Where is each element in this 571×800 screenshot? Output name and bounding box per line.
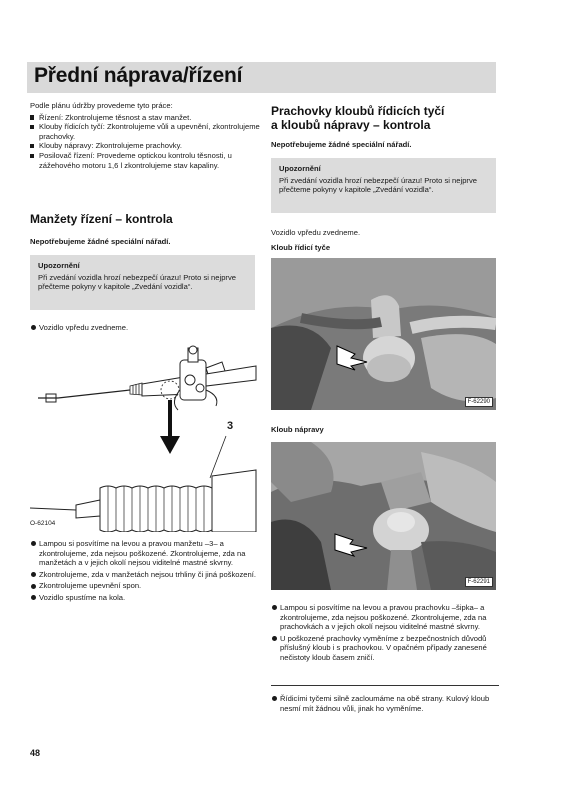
- no-tools-left: Nepotřebujeme žádné speciální nářadí.: [30, 237, 171, 246]
- intro-list: [30, 113, 260, 171]
- diagram-code: O-62104: [30, 520, 56, 527]
- steering-rack-diagram: [30, 340, 260, 532]
- raised-text-right: Vozidlo vpředu zvedneme.: [271, 228, 361, 237]
- list-item: Klouby řídicích tyčí: Zkontrolujeme vůli a upevnění, zkontrolujeme prachovky.: [30, 122, 260, 141]
- steps-left: [30, 539, 260, 603]
- list-item: Řídicími tyčemi silně zacloumáme na obě strany. Kulový kloub nesmí mít žádnou vůli, jinak ho vyměníme.: [271, 694, 501, 713]
- section-title-right-line1: Prachovky kloubů řídicích tyčí: [271, 104, 445, 118]
- photo-axle-joint: [271, 442, 496, 590]
- photo1-caption: Kloub řídicí tyče: [271, 243, 331, 252]
- list-item: Zkontrolujeme, zda v manžetách nejsou trhliny či jiná poškození.: [30, 570, 260, 580]
- no-tools-right: Nepotřebujeme žádné speciální nářadí.: [271, 140, 412, 149]
- list-item: U poškozené prachovky vyměníme z bezpečnostních důvodů příslušný kloub i s prachovkou. V opačném případy zanesené nečistoty kloub časem zničí.: [271, 634, 501, 663]
- photo-tie-rod-joint: [271, 258, 496, 410]
- raised-step-left: [30, 323, 260, 333]
- list-item: Řízení: Zkontrolujeme těsnost a stav manžet.: [30, 113, 260, 123]
- list-item: Zkontrolujeme upevnění spon.: [30, 581, 260, 591]
- photo2-caption: Kloub nápravy: [271, 425, 324, 434]
- list-item: Vozidlo vpředu zvedneme.: [30, 323, 260, 333]
- photo2-code: F-62291: [465, 577, 493, 587]
- intro-text: Podle plánu údržby provedeme tyto práce:: [30, 101, 173, 110]
- warning-box-right: [271, 158, 496, 213]
- list-item: Klouby nápravy: Zkontrolujeme prachovky.: [30, 141, 260, 151]
- warning-title: Upozornění: [279, 164, 321, 173]
- final-step-right: [271, 694, 501, 713]
- list-item: Lampou si posvítíme na levou a pravou prachovku –šipka– a zkontrolujeme, zda nejsou poškozené. Zkontrolujeme, zda na prachovkách a v jejich okolí nejsou viditelné mastné skvrny.: [271, 603, 501, 632]
- diagram-callout-3: 3: [227, 420, 234, 432]
- section-title-right: [271, 104, 501, 132]
- warning-text: Při zvedání vozidla hrozí nebezpečí úrazu! Proto si nejprve přečteme pokyny v kapitole „Zvedání vozidla“.: [279, 175, 477, 195]
- page-title: Přední náprava/řízení: [34, 64, 243, 87]
- left-intro: [30, 101, 260, 170]
- section-title-right-line2: a kloubů nápravy – kontrola: [271, 118, 431, 132]
- list-item: Vozidlo spustíme na kola.: [30, 593, 260, 603]
- list-item: Posilovač řízení: Provedeme optickou kontrolu těsnosti, u zážehového motoru 1,6 l zkontrolujeme stav kapaliny.: [30, 151, 260, 170]
- warning-text: Při zvedání vozidla hrozí nebezpečí úrazu! Proto si nejprve přečteme pokyny v kapitole „Zvedání vozidla“.: [38, 272, 236, 292]
- warning-box-left: [30, 255, 255, 310]
- photo1-code: F-62290: [465, 397, 493, 407]
- warning-title: Upozornění: [38, 261, 80, 270]
- steps-right: [271, 603, 501, 663]
- page-number: 48: [30, 748, 41, 758]
- list-item: Lampou si posvítíme na levou a pravou manžetu –3– a zkontrolujeme, zda nejsou poškozené. Zkontrolujeme, zda na manžetách a v jejich okolí nejsou viditelné mastné skvrny.: [30, 539, 260, 568]
- divider: [271, 685, 499, 686]
- title-bar: [27, 62, 496, 93]
- section-title-left: Manžety řízení – kontrola: [30, 212, 173, 226]
